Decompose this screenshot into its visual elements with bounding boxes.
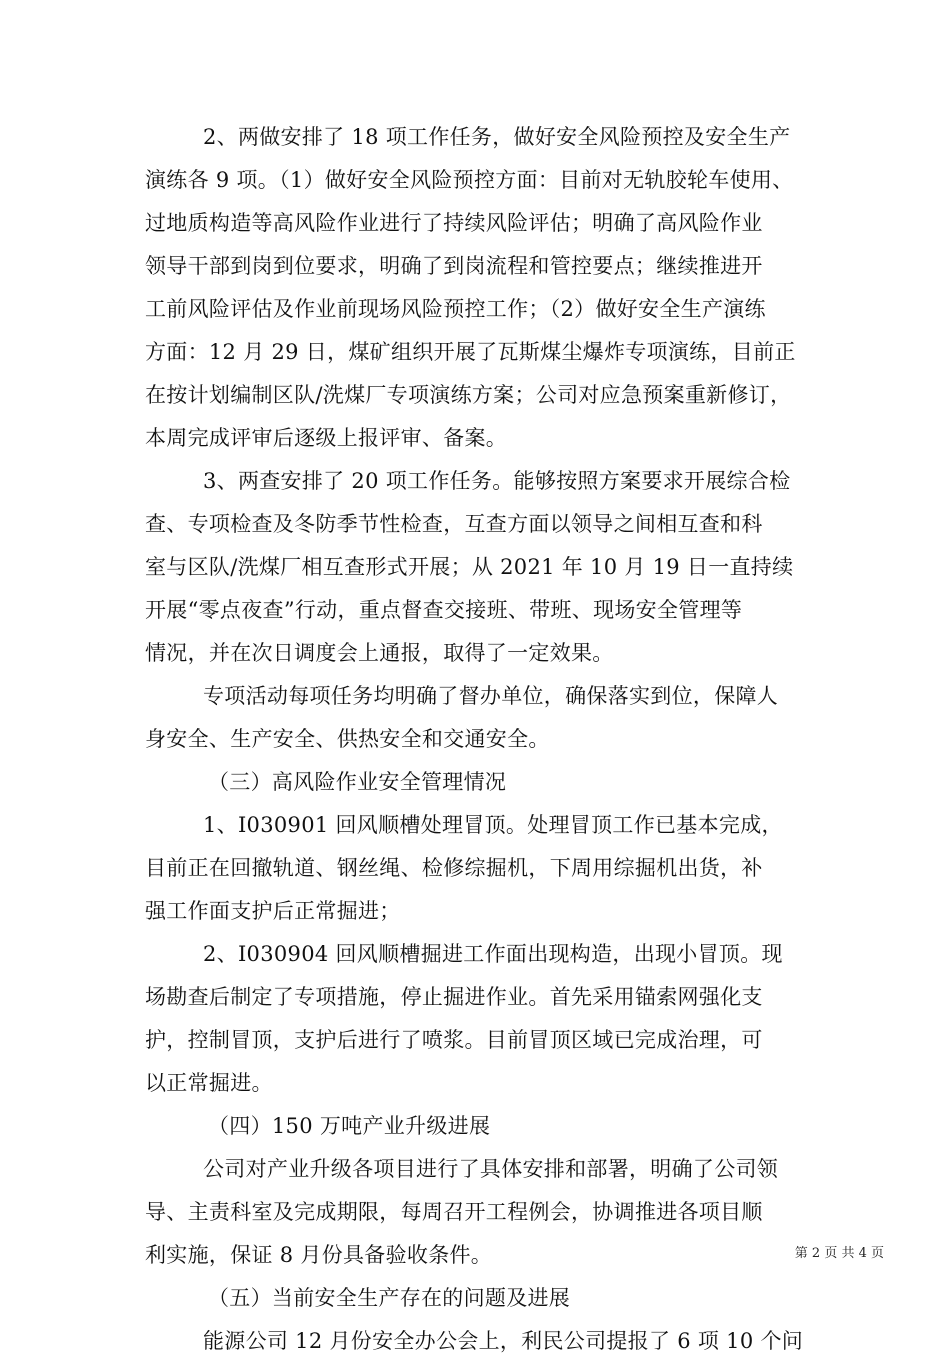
body-paragraph	[0, 1320, 950, 1363]
text-line: 情况，并在次日调度会上通报，取得了一定效果。	[145, 641, 614, 665]
text-line: 以正常掘进。	[145, 1071, 273, 1095]
text-line: 身安全、生产安全、供热安全和交通安全。	[145, 727, 550, 751]
text-line: 专项活动每项任务均明确了督办单位，确保落实到位，保障人	[203, 684, 779, 708]
section-heading	[0, 1105, 950, 1148]
text-line: （四）150 万吨产业升级进展	[208, 1114, 491, 1138]
text-line: （五）当前安全生产存在的问题及进展	[208, 1286, 571, 1310]
text-line: 开展“零点夜查”行动，重点督查交接班、带班、现场安全管理等	[145, 598, 743, 622]
text-line: 2、两做安排了 18 项工作任务，做好安全风险预控及安全生产	[203, 125, 791, 149]
section-heading	[0, 1277, 950, 1320]
text-line: 强工作面支护后正常掘进；	[145, 899, 401, 923]
text-line: 工前风险评估及作业前现场风险预控工作；（2）做好安全生产演练	[145, 297, 766, 321]
body-paragraph	[0, 804, 950, 933]
text-line: 演练各 9 项。（1）做好安全风险预控方面：目前对无轨胶轮车使用、	[145, 168, 794, 192]
text-line: 护，控制冒顶，支护后进行了喷浆。目前冒顶区域已完成治理，可	[145, 1028, 763, 1052]
text-line: 场勘查后制定了专项措施，停止掘进作业。首先采用锚索网强化支	[145, 985, 763, 1009]
text-line: 2、Ⅰ030904 回风顺槽掘进工作面出现构造，出现小冒顶。现	[203, 942, 783, 966]
text-line: 查、专项检查及冬防季节性检查，互查方面以领导之间相互查和科	[145, 512, 763, 536]
text-line: 目前正在回撤轨道、钢丝绳、检修综掘机，下周用综掘机出货，补	[145, 856, 763, 880]
text-line: 3、两查安排了 20 项工作任务。能够按照方案要求开展综合检	[203, 469, 791, 493]
document-body	[0, 116, 950, 1363]
text-line: 过地质构造等高风险作业进行了持续风险评估；明确了高风险作业	[145, 211, 763, 235]
body-paragraph	[0, 460, 950, 675]
text-line: 导、主责科室及完成期限，每周召开工程例会，协调推进各项目顺	[145, 1200, 763, 1224]
section-heading	[0, 761, 950, 804]
text-line: 在按计划编制区队/洗煤厂专项演练方案；公司对应急预案重新修订，	[145, 383, 792, 407]
body-paragraph	[0, 116, 950, 460]
text-line: 利实施，保证 8 月份具备验收条件。	[145, 1243, 493, 1267]
text-line: 本周完成评审后逐级上报评审、备案。	[145, 426, 508, 450]
text-line: 1、Ⅰ030901 回风顺槽处理冒顶。处理冒顶工作已基本完成，	[203, 813, 783, 837]
body-paragraph	[0, 675, 950, 761]
text-line: 能源公司 12 月份安全办公会上，利民公司提报了 6 项 10 个问	[203, 1329, 804, 1353]
text-line: 公司对产业升级各项目进行了具体安排和部署，明确了公司领	[203, 1157, 779, 1181]
text-line: 方面：12 月 29 日，煤矿组织开展了瓦斯煤尘爆炸专项演练，目前正	[145, 340, 796, 364]
body-paragraph	[0, 933, 950, 1105]
page-number-footer: 第 2 页 共 4 页	[794, 1246, 884, 1261]
text-line: 室与区队/洗煤厂相互查形式开展；从 2021 年 10 月 19 日一直持续	[145, 555, 794, 579]
text-line: 领导干部到岗到位要求，明确了到岗流程和管控要点；继续推进开	[145, 254, 763, 278]
text-line: （三）高风险作业安全管理情况	[208, 770, 507, 794]
